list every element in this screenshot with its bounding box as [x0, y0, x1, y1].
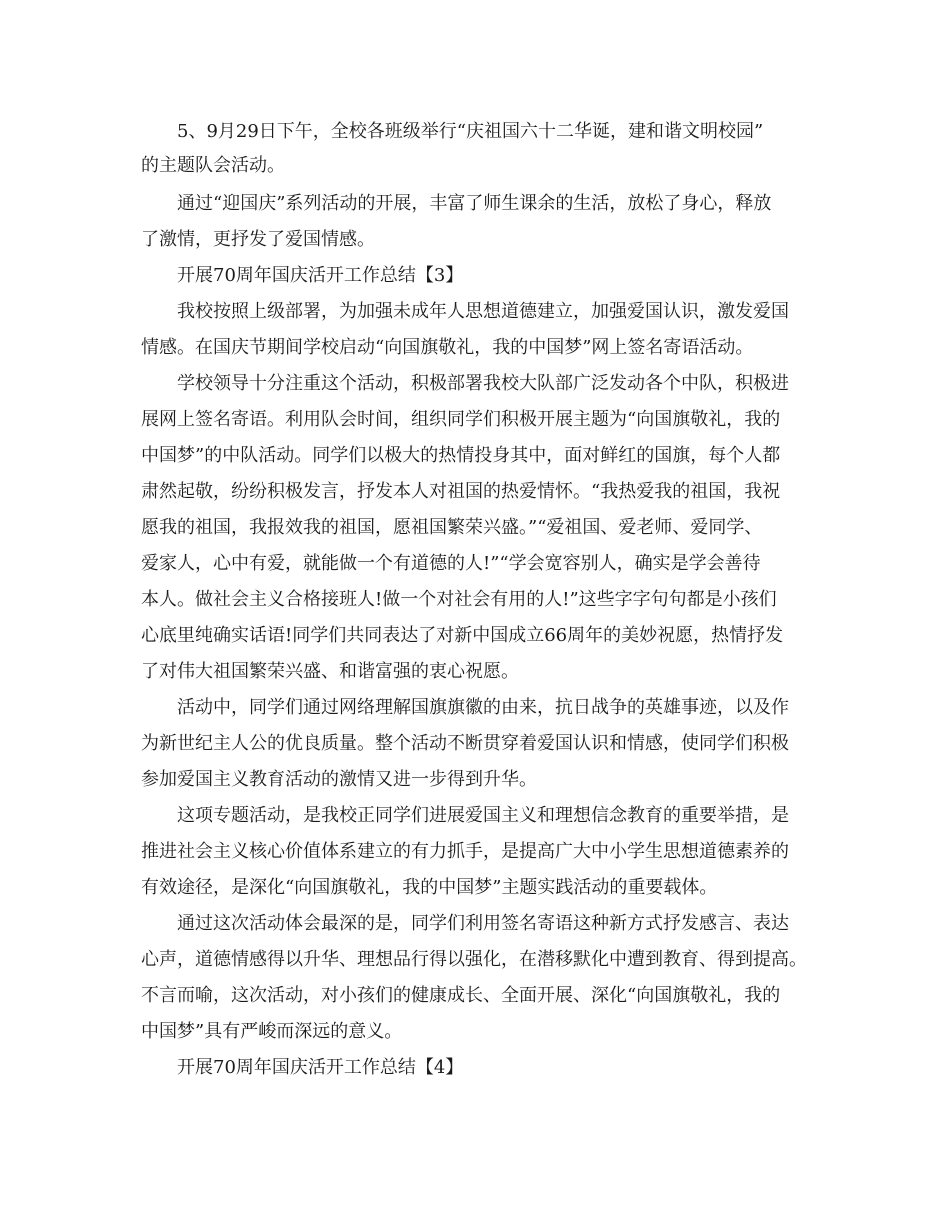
- text-line: 不言而喻，这次活动，对小孩们的健康成长、全面开展、深化“向国旗敬礼，我的: [141, 985, 781, 1006]
- text-line: 愿我的祖国，我报效我的祖国，愿祖国繁荣兴盛。”“爱祖国、爱老师、爱同学、: [141, 517, 763, 538]
- text-line: 了对伟大祖国繁荣兴盛、和谐富强的衷心祝愿。: [141, 661, 519, 682]
- text-line: 推进社会主义核心价值体系建立的有力抓手，是提高广大中小学生思想道德素养的: [141, 841, 789, 862]
- text-line: 参加爱国主义教育活动的激情又进一步得到升华。: [141, 769, 537, 790]
- text-line: 心声，道德情感得以升华、理想品行得以强化，在潜移默化中遭到教育、得到提高。: [141, 949, 807, 970]
- text-line: 活动中，同学们通过网络理解国旗旗徽的由来，抗日战争的英雄事迹，以及作: [177, 697, 789, 718]
- text-line: 展网上签名寄语。利用队会时间，组织同学们积极开展主题为“向国旗敬礼，我的: [141, 409, 781, 430]
- text-line: 有效途径，是深化“向国旗敬礼，我的中国梦”主题实践活动的重要载体。: [141, 877, 718, 898]
- text-line: 爱家人，心中有爱，就能做一个有道德的人!”“学会宽容别人，确实是学会善待: [141, 553, 761, 574]
- text-line: 我校按照上级部署，为加强未成年人思想道德建立，加强爱国认识，激发爱国: [177, 301, 789, 322]
- text-line: 这项专题活动，是我校正同学们进展爱国主义和理想信念教育的重要举措，是: [177, 805, 789, 826]
- text-line: 肃然起敬，纷纷积极发言，抒发本人对祖国的热爱情怀。“我热爱我的祖国，我祝: [141, 481, 781, 502]
- text-line: 了激情，更抒发了爱国情感。: [141, 229, 375, 250]
- text-line: 心底里纯确实话语!同学们共同表达了对新中国成立66周年的美妙祝愿，热情抒发: [141, 625, 784, 646]
- text-line: 学校领导十分注重这个活动，积极部署我校大队部广泛发动各个中队，积极进: [177, 373, 789, 394]
- text-line: 通过“迎国庆”系列活动的开展，丰富了师生课余的生活，放松了身心，释放: [177, 193, 772, 214]
- text-line: 中国梦”的中队活动。同学们以极大的热情投身其中，面对鲜红的国旗，每个人都: [141, 445, 781, 466]
- section-heading: 开展70周年国庆活开工作总结【4】: [177, 1057, 464, 1078]
- text-line: 通过这次活动体会最深的是，同学们利用签名寄语这种新方式抒发感言、表达: [177, 913, 789, 934]
- text-line: 为新世纪主人公的优良质量。整个活动不断贯穿着爱国认识和情感，使同学们积极: [141, 733, 789, 754]
- text-line: 的主题队会活动。: [141, 155, 285, 176]
- text-line: 本人。做社会主义合格接班人!做一个对社会有用的人!”这些字字句句都是小孩们: [141, 589, 777, 610]
- section-heading: 开展70周年国庆活开工作总结【3】: [177, 265, 464, 286]
- text-line: 5、9月29日下午，全校各班级举行“庆祖国六十二华诞，建和谐文明校园”: [177, 121, 764, 142]
- text-line: 中国梦”具有严峻而深远的意义。: [141, 1021, 403, 1042]
- text-line: 情感。在国庆节期间学校启动“向国旗敬礼，我的中国梦”网上签名寄语活动。: [141, 337, 754, 358]
